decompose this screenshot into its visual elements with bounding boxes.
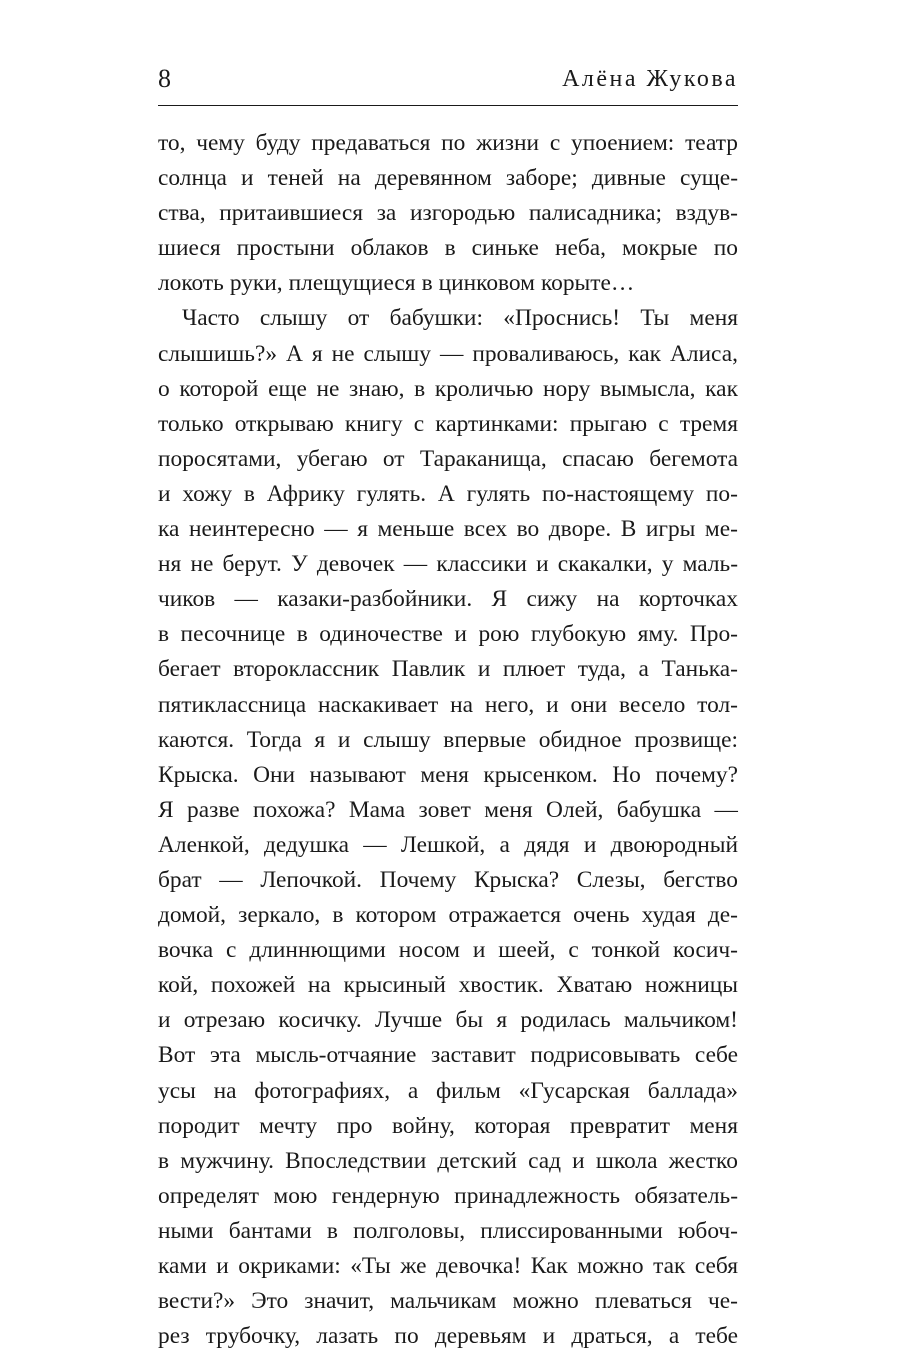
header-rule xyxy=(158,105,738,106)
text-line: Часто слышу от бабушки: «Проснись! Ты меня xyxy=(182,305,738,332)
text-line: ня не берут. У девочек — классики и скакалки, у маль- xyxy=(158,551,738,578)
text-line: локоть руки, плещущиеся в цинковом корыте… xyxy=(158,270,635,297)
text-line: домой, зеркало, в котором отражается очень худая де- xyxy=(158,902,738,929)
page-header xyxy=(158,0,738,106)
text-line: ства, притаившиеся за изгородью палисадника; вздув- xyxy=(158,200,738,227)
text-line: вочка с длиннющими носом и шеей, с тонкой косич- xyxy=(158,937,738,964)
text-line: солнца и теней на деревянном заборе; дивные суще- xyxy=(158,165,738,192)
text-line: то, чему буду предаваться по жизни с упоением: театр xyxy=(158,130,738,156)
text-line: и отрезаю косичку. Лучше бы я родилась мальчиком! xyxy=(158,1007,738,1034)
text-line: каются. Тогда я и слышу впервые обидное прозвище: xyxy=(158,726,738,753)
text-line: в мужчину. Впоследствии детский сад и школа жестко xyxy=(158,1147,738,1174)
text-line: Вот эта мысль-отчаяние заставит подрисовывать себе xyxy=(158,1042,738,1069)
text-line: в песочнице в одиночестве и рою глубокую яму. Про- xyxy=(158,621,738,648)
text-line: шиеся простыни облаков в синьке неба, мокрые по xyxy=(158,235,738,262)
text-line: ка неинтересно — я меньше всех во дворе. В игры ме- xyxy=(158,516,738,543)
body-text xyxy=(158,126,738,1354)
text-line: ными бантами в полголовы, плиссированными юбоч- xyxy=(158,1217,738,1244)
text-line: вести?» Это значит, мальчикам можно плеваться че- xyxy=(158,1288,738,1315)
text-line: кой, похожей на крысиный хвостик. Хватаю ножницы xyxy=(158,972,738,999)
page-number: 8 xyxy=(158,64,171,93)
text-line: Аленкой, дедушка — Лешкой, а дядя и двоюродный xyxy=(158,831,738,858)
text-line: Крыска. Они называют меня крысенком. Но почему? xyxy=(158,761,738,788)
text-line: и хожу в Африку гулять. А гулять по-настоящему по- xyxy=(158,480,738,507)
text-line: рез трубочку, лазать по деревьям и драться, а тебе xyxy=(158,1323,738,1350)
text-line: Я разве похожа? Мама зовет меня Олей, бабушка — xyxy=(158,796,738,823)
text-line: определят мою гендерную принадлежность обязатель- xyxy=(158,1182,738,1209)
book-page xyxy=(158,0,738,1350)
text-line: ками и окриками: «Ты же девочка! Как можно так себя xyxy=(158,1253,738,1279)
text-line: пятиклассница наскакивает на него, и они весело тол- xyxy=(158,691,738,718)
text-line: поросятами, убегаю от Тараканища, спасаю бегемота xyxy=(158,445,738,472)
text-line: слышишь?» А я не слышу — проваливаюсь, как Алиса, xyxy=(158,340,738,367)
running-head-author: Алёна Жукова xyxy=(562,66,738,92)
text-line: брат — Лепочкой. Почему Крыска? Слезы, бегство xyxy=(158,866,738,893)
text-line: чиков — казаки-разбойники. Я сижу на корточках xyxy=(158,586,738,613)
text-line: о которой еще не знаю, в кроличью нору вымысла, как xyxy=(158,375,738,402)
text-line: усы на фотографиях, а фильм «Гусарская баллада» xyxy=(158,1077,738,1104)
text-line: породит мечту про войну, которая превратит меня xyxy=(158,1112,738,1139)
text-line: только открываю книгу с картинками: прыгаю с тремя xyxy=(158,410,738,437)
text-line: бегает второклассник Павлик и плюет туда, а Танька- xyxy=(158,656,738,683)
